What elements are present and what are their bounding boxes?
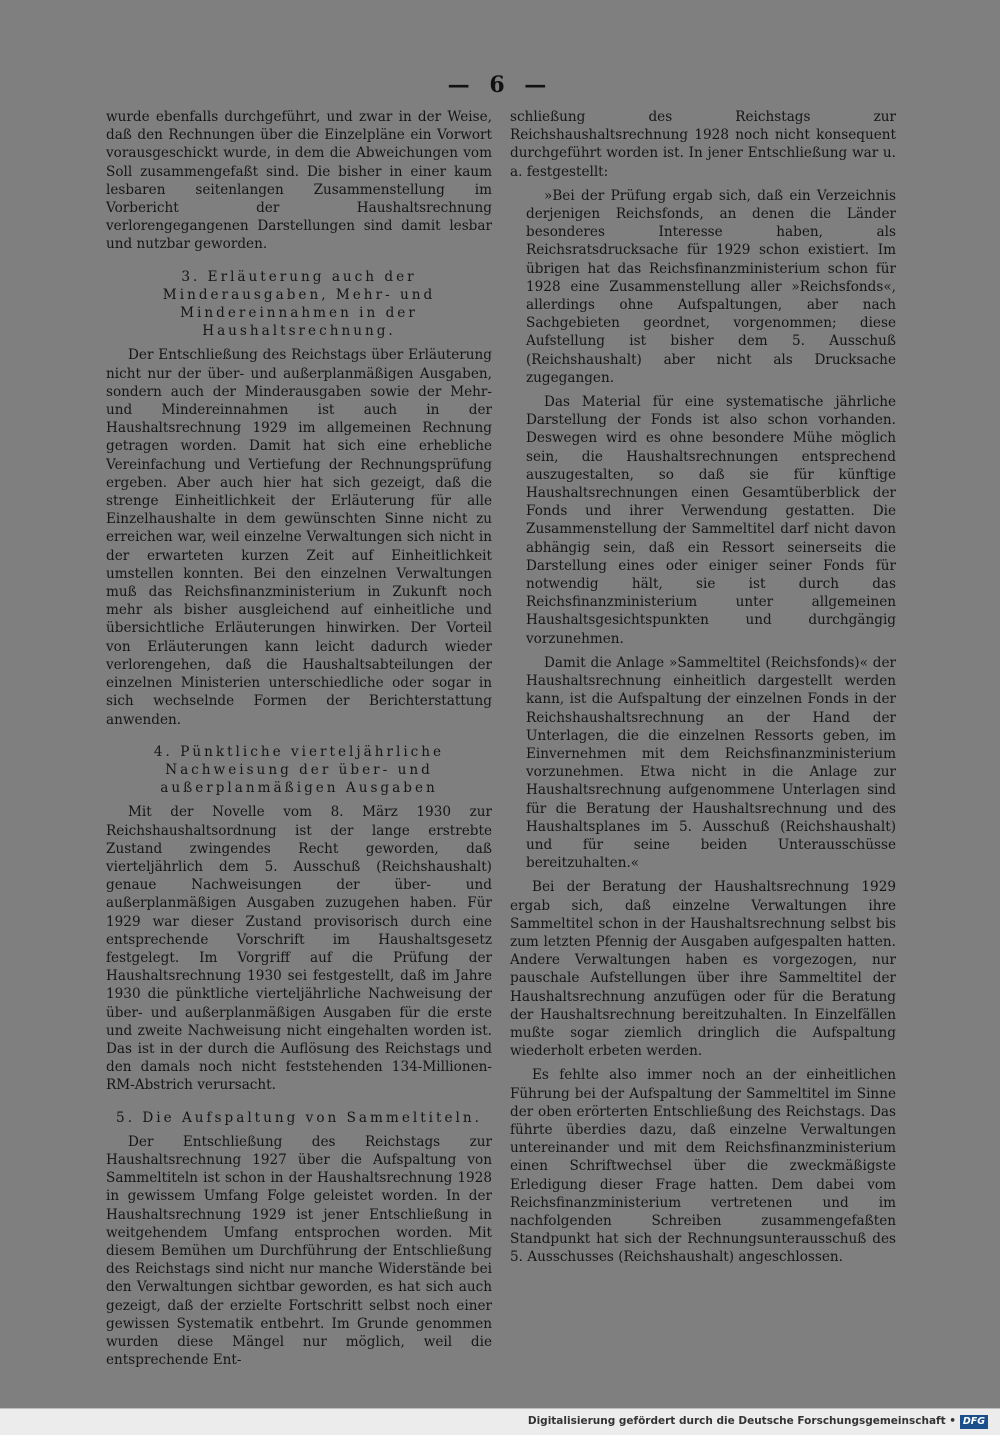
quote-paragraph-1: »Bei der Prüfung ergab sich, daß ein Verzeichnis derjenigen Reichsfonds, an denen die Länder besonderes Interesse haben, als Reichsratsdrucksache für 1929 schon existiert. Im übrigen hat das Reichsfinanzministerium schon für 1928 eine Zusammenstellung aller »Reichsfonds«, allerdings ohne Aufspaltungen, aber nach Sachgebieten geordnet, vorgenommen; diese Aufstellung ist bisher dem 5. Ausschuß (Reichshaushalt) aber nicht als Drucksache zugegangen.: [526, 187, 896, 386]
section-heading-4: 4. Pünktliche vierteljährliche Nachweisung der über- und außerplanmäßigen Ausgaben: [153, 743, 445, 797]
paragraph-section-5: Der Entschließung des Reichstags zur Haushaltsrechnung 1927 über die Aufspaltung von Sammeltiteln ist schon in der Haushaltsrechnung 1928 in gewissem Umfang Folge geleistet worden. In der Haushaltsrechnung 1929 ist jener Entschließung in weitgehendem Umfang entsprochen worden. Mit diesem Bemühen um Durchführung der Entschließung des Reichstags sind nicht nur manche Widerstände bei den Verwaltungen sichtbar geworden, es hat sich auch gezeigt, daß der erzielte Fortschritt selbst noch einer gewissen Systematik entbehrt. Im Grunde genommen wurden diese Mängel nur möglich, weil die entsprechende Ent-: [106, 1133, 492, 1369]
paragraph-intro: wurde ebenfalls durchgeführt, und zwar in der Weise, daß den Rechnungen über die Einzelpläne ein Vorwort vorausgeschickt wurde, in dem die Abweichungen vom Soll zusammengefaßt sind. Die bisher in einer kaum lesbaren seitenlangen Zusammenstellung im Vorbericht der Haushaltsrechnung verlorengegangenen Darstellungen sind damit lesbar und nutzbar geworden.: [106, 109, 492, 253]
page-number: — 6 —: [447, 72, 553, 98]
quote-paragraph-2: Das Material für eine systematische jährliche Darstellung der Fonds ist also schon vorhanden. Deswegen wird es ohne besondere Mühe möglich sein, die Haushaltsrechnungen entsprechend auszugestalten, so daß sie für künftige Haushaltsrechnungen einen Gesamtüberblick der Fonds und ihrer Verwendung gestatten. Die Zusammenstellung der Sammeltitel darf nicht davon abhängig sein, daß ein Ressort seinerseits die Darstellung eines oder einiger seiner Fonds für notwendig hält, sie ist durch das Reichsfinanzministerium unter allgemeinen Haushaltsgesichtspunkten und durchgängig vorzunehmen.: [526, 394, 896, 647]
section-heading-5: 5. Die Aufspaltung von Sammeltiteln.: [116, 1109, 482, 1126]
funding-notice: Digitalisierung gefördert durch die Deutsche Forschungsgemeinschaft •: [527, 1415, 956, 1427]
paragraph-section-4: Mit der Novelle vom 8. März 1930 zur Reichshaushaltsordnung ist der lange erstrebte Zustand zwingendes Recht geworden, daß vierteljährlich dem 5. Ausschuß (Reichshaushalt) genaue Nachweisungen der über- und außerplanmäßigen Ausgaben zuzugehen haben. Für 1929 war dieser Zustand provisorisch durch eine entsprechende Vorschrift im Haushaltsgesetz festgelegt. Im Vorgriff auf die Prüfung der Haushaltsrechnung 1930 sei festgestellt, daß im Jahre 1930 die pünktliche vierteljährliche Nachweisung der über- und außerplanmäßigen Ausgaben für die erste und zweite Nachweisung nicht eingehalten worden ist. Das ist in der durch die Auflösung des Reichstags und den damals noch nicht feststehenden 134-Millionen-RM-Abstrich verursacht.: [106, 804, 492, 1094]
paragraph-fehlte: Es fehlte also immer noch an der einheitlichen Führung bei der Aufspaltung der Sammeltitel im Sinne der oben erörterten Entschließung des Reichstags. Das führte überdies dazu, daß einzelne Verwaltungen untereinander und mit dem Reichsfinanzministerium einen Schriftwechsel über die zweckmäßigste Erledigung dieser Frage hatten. Dem dabei vom Reichsfinanzministerium vertretenen und im nachfolgenden Schreiben zusammengefaßten Standpunkt hat sich der Rechnungsunterausschuß des 5. Ausschusses (Reichshaushalt) angeschlossen.: [510, 1067, 896, 1266]
quote-paragraph-3: Damit die Anlage »Sammeltitel (Reichsfonds)« der Haushaltsrechnung einheitlich dargestellt werden kann, ist die Aufspaltung der einzelnen Fonds in der Reichshaushaltsrechnung an der Hand der Unterlagen, die die einzelnen Ressorts geben, im Einvernehmen mit dem Reichsfinanzministerium vorzunehmen. Etwa nicht in die Anlage zur Haushaltsrechnung aufgenommene Unterlagen sind für die Beratung der Haushaltsrechnung und des Haushaltsplanes im 5. Ausschuß (Reichshaushalt) und für seine beiden Unterausschüsse bereitzuhalten.«: [526, 654, 896, 872]
dfg-logo: DFG: [960, 1415, 988, 1429]
digitization-footer: [0, 1408, 1000, 1435]
right-column: [510, 108, 896, 1273]
paragraph-section-3: Der Entschließung des Reichstags über Erläuterung nicht nur der über- und außerplanmäßigen Ausgaben, sondern auch der Minderausgaben sowie der Mehr- und Mindereinnahmen ist auch in der Haushaltsrechnung 1929 im allgemeinen Rechnung getragen worden. Damit hat sich eine erhebliche Vereinfachung und Vertiefung der Rechnungsprüfung ergeben. Aber auch hier hat sich gezeigt, daß die strenge Einheitlichkeit der Erläuterung für alle Einzelhaushalte in dem gewünschten Sinne nicht zu erreichen war, weil einzelne Verwaltungen sich nicht in der erwarteten kurzen Zeit auf Einheitlichkeit umstellen konnten. Bei den einzelnen Verwaltungen muß das Reichsfinanzministerium in Zukunft noch mehr als bisher ausgleichend auf einheitliche und übersichtliche Erläuterungen hinwirken. Der Vorteil von Erläuterungen kann leicht dadurch wieder verlorengehen, daß die Haushaltsabteilungen der einzelnen Ministerien unterschiedliche oder sogar in sich wechselnde Formen der Berichterstattung anwenden.: [106, 347, 492, 728]
block-quote: [510, 187, 896, 873]
paragraph-continuation: schließung des Reichstags zur Reichshaushaltsrechnung 1928 noch nicht konsequent durchgeführt worden ist. In jener Entschließung war u. a. festgestellt:: [510, 109, 896, 180]
paragraph-beratung: Bei der Beratung der Haushaltsrechnung 1929 ergab sich, daß einzelne Verwaltungen ihre Sammeltitel schon in der Haushaltsrechnung selbst bis zum letzten Pfennig der Ausgaben aufgespalten hatten. Andere Verwaltungen haben es vorgezogen, nur pauschale Aufstellungen über ihre Sammeltitel der Haushaltsrechnung anzufügen oder für die Beratung der Haushaltsrechnung bereitzuhalten. In Einzelfällen mußte sogar ziemlich dringlich die Aufspaltung wiederholt erbeten werden.: [510, 879, 896, 1060]
section-heading-3: 3. Erläuterung auch der Minderausgaben, Mehr- und Mindereinnahmen in der Haushaltsrechnung.: [162, 268, 436, 340]
left-column: [106, 108, 492, 1375]
